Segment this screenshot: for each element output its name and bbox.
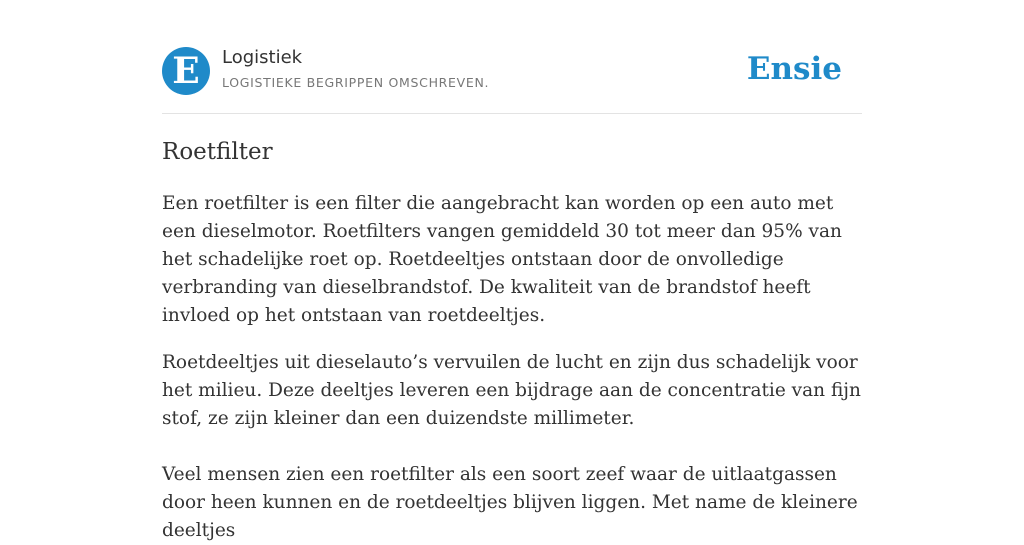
article-paragraph: Roetdeeltjes uit dieselauto’s vervuilen de lucht en zijn dus schadelijk voor het milieu. Deze deeltjes leveren een bijdrage aan de concentratie van fijn stof, ze zijn kleiner dan een duizendste millimeter.: [162, 352, 861, 429]
article-paragraph: Een roetfilter is een filter die aangebracht kan worden op een auto met een dieselmotor. Roetfilters vangen gemiddeld 30 tot meer dan 95% van het schadelijke roet op. Roetdeeltjes ontstaan door de onvolledige verbranding van dieselbrandstof. De kwaliteit van de brandstof heeft invloed op het ontstaan van roetdeeltjes.: [162, 193, 842, 326]
page-title: Roetfilter: [162, 139, 273, 165]
site-logo[interactable]: E: [162, 47, 210, 95]
brand-logo-link[interactable]: Ensie: [746, 51, 842, 87]
site-header: [162, 0, 862, 114]
site-subtitle: LOGISTIEKE BEGRIPPEN OMSCHREVEN.: [222, 75, 490, 90]
page-container: [162, 0, 862, 541]
article-paragraph: Veel mensen zien een roetfilter als een soort zeef waar de uitlaatgassen door heen kunnen en de roetdeeltjes blijven liggen. Met name de kleinere deeltjes: [162, 464, 858, 541]
site-title[interactable]: Logistiek: [222, 47, 303, 68]
